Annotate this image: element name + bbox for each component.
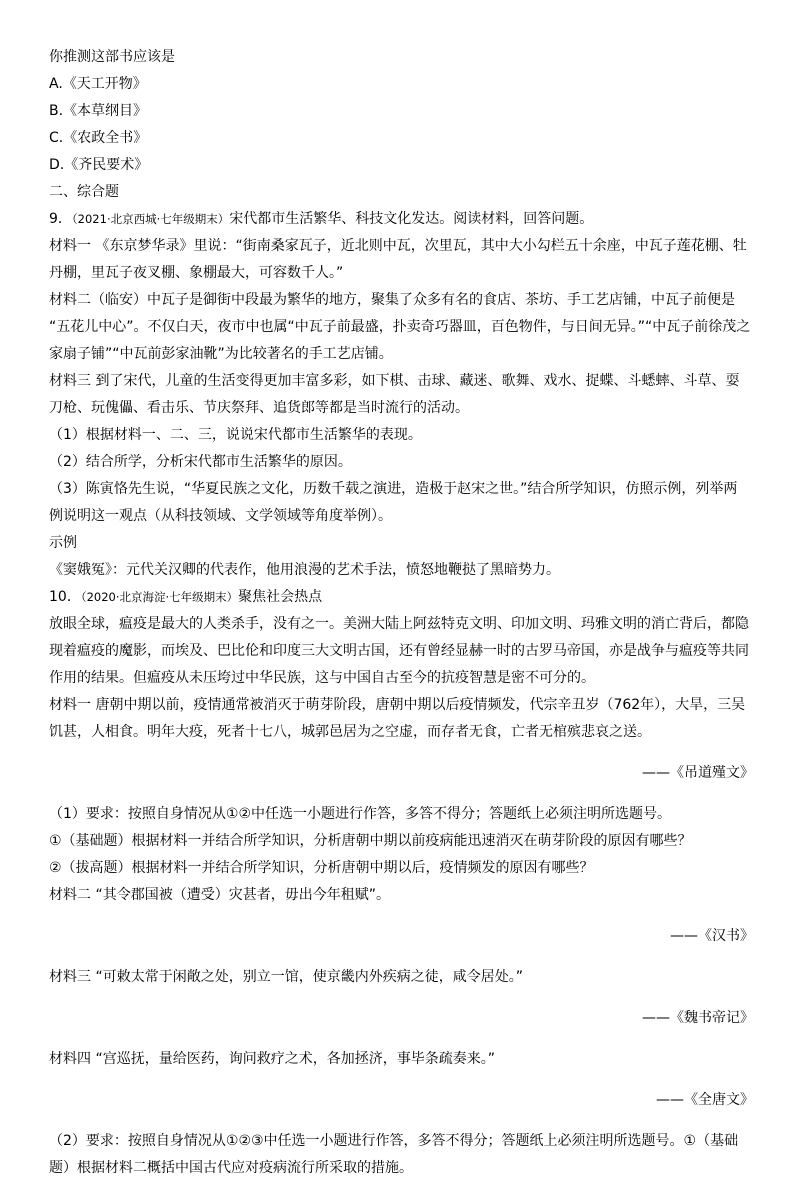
q9-sub3-line2: 例说明这一观点（从科技领域、文学领域等角度举例）。 [49, 508, 392, 524]
q9-number: 9． [49, 211, 72, 227]
q10-material4-source: ——《全唐文》 [656, 1092, 754, 1108]
q10-material2-source: ——《汉书》 [670, 928, 754, 944]
q10-prompt: 聚焦社会热点 [238, 589, 323, 605]
q10-req1-a: ①（基础题）根据材料一并结合所学知识，分析唐朝中期以前疫病能迅速消灭在萌芽阶段的原因有哪些？ [49, 833, 692, 849]
q10-req1: （1）要求：按照自身情况从①②中任选一小题进行作答，多答不得分；答题纸上必须注明所选题号。 [49, 806, 672, 822]
q10-req1-b: ②（拔高题）根据材料一并结合所学知识，分析唐朝中期以后，疫情频发的原因有哪些？ [49, 860, 594, 876]
q9-material3-line2: 刀枪、玩傀儡、看击乐、节庆祭拜、追货郎等都是当时流行的活动。 [49, 400, 469, 416]
q9-material2-line3: 家扇子铺”“中瓦前彭家油靴”为比较著名的手工艺店铺。 [49, 346, 393, 362]
q8-option-c: C.《农政全书》 [49, 130, 148, 146]
q8-stem-end: 你推测这部书应该是 [49, 49, 175, 65]
q9-sub2: （2）结合所学，分析宋代都市生活繁华的原因。 [49, 454, 352, 470]
q9-material3-line1: 材料三 到了宋代，儿童的生活变得更加丰富多彩，如下棋、击球、藏迷、歌舞、戏水、捉蝶、斗蟋蟀、斗草、耍 [49, 373, 740, 389]
q9-example-label: 示例 [49, 535, 77, 551]
q10-req2-line1: （2）要求：按照自身情况从①②③中任选一小题进行作答，多答不得分；答题纸上必须注明所选题号。①（基础 [49, 1133, 739, 1149]
q9-prompt: 宋代都市生活繁华、科技文化发达。阅读材料，回答问题。 [229, 211, 594, 227]
q8-option-d: D.《齐民要术》 [49, 157, 149, 173]
q9-source: （2021·北京西城·七年级期末） [71, 212, 230, 226]
q10-material1-source: ——《吊道殣文》 [642, 765, 754, 781]
q9-material1-line1: 材料一 《东京梦华录》里说：“街南桑家瓦子，近北则中瓦，次里瓦，其中大小勾栏五十余座，中瓦子莲花棚、牡 [49, 238, 747, 254]
q10-header [49, 584, 754, 611]
q9-example: 《窦娥冤》：元代关汉卿的代表作，他用浪漫的艺术手法，愤怒地鞭挞了黑暗势力。 [49, 562, 560, 578]
q10-material1-line2: 饥甚，人相食。明年大疫，死者十七八，城郭邑居为之空虚，而存者无食，亡者无棺殡悲哀之送。 [49, 724, 651, 740]
q10-intro-line1: 放眼全球，瘟疫是最大的人类杀手，没有之一。美洲大陆上阿兹特克文明、印加文明、玛雅文明的消亡背后，都隐 [49, 616, 749, 632]
q8-option-b: B.《本草纲目》 [49, 103, 148, 119]
q9-sub1: （1）根据材料一、二、三，说说宋代都市生活繁华的表现。 [49, 427, 422, 443]
q10-material4: 材料四 “宫巡抚，量给医药，询问救疗之术，各加拯济，事毕条疏奏来。” [49, 1051, 495, 1067]
q9-material2-line1: 材料二（临安）中瓦子是御街中段最为繁华的地方，聚集了众多有名的食店、茶坊、手工艺店铺，中瓦子前便是 [49, 292, 735, 308]
q10-material3-source: ——《魏书帝记》 [642, 1010, 754, 1026]
q10-source: （2020·北京海淀·七年级期末） [80, 590, 239, 604]
q8-option-a: A.《天工开物》 [49, 76, 147, 92]
q9-header [49, 206, 754, 233]
q10-req2-line2: 题）根据材料二概括中国古代应对疫病流行所采取的措施。 [49, 1160, 413, 1176]
q9-material2-line2: “五花儿中心”。不仅白天，夜市中也属“中瓦子前最盛，扑卖奇巧器皿，百色物件，与日间无异。”“中瓦子前徐茂之 [49, 319, 751, 335]
section-heading: 二、综合题 [49, 184, 119, 200]
q10-intro-line2: 现着瘟疫的魔影，而埃及、巴比伦和印度三大文明古国，还有曾经显赫一时的古罗马帝国，亦是战争与瘟疫等共同 [49, 643, 749, 659]
q10-intro-line3: 作用的结果。但瘟疫从未压垮过中华民族，这与中国自古至今的抗疫智慧是密不可分的。 [49, 670, 595, 686]
q10-material1-line1: 材料一 唐朝中期以前，疫情通常被消灭于萌芽阶段，唐朝中期以后疫情频发，代宗辛丑岁（762年），大旱，三吴 [49, 697, 746, 713]
q10-material3: 材料三 “可敕太常于闲敞之处，别立一馆，使京畿内外疾病之徒，咸令居处。” [49, 969, 523, 985]
q9-material1-line2: 丹棚，里瓦子夜叉棚、象棚最大，可容数千人。” [49, 265, 344, 281]
q10-material2: 材料二 “其令郡国被（遭受）灾甚者，毋出今年租赋”。 [49, 887, 390, 903]
q9-sub3-line1: （3）陈寅恪先生说，“华夏民族之文化，历数千载之演进，造极于赵宋之世。”结合所学知识，仿照示例，列举两 [49, 481, 738, 497]
q10-number: 10． [49, 589, 81, 605]
